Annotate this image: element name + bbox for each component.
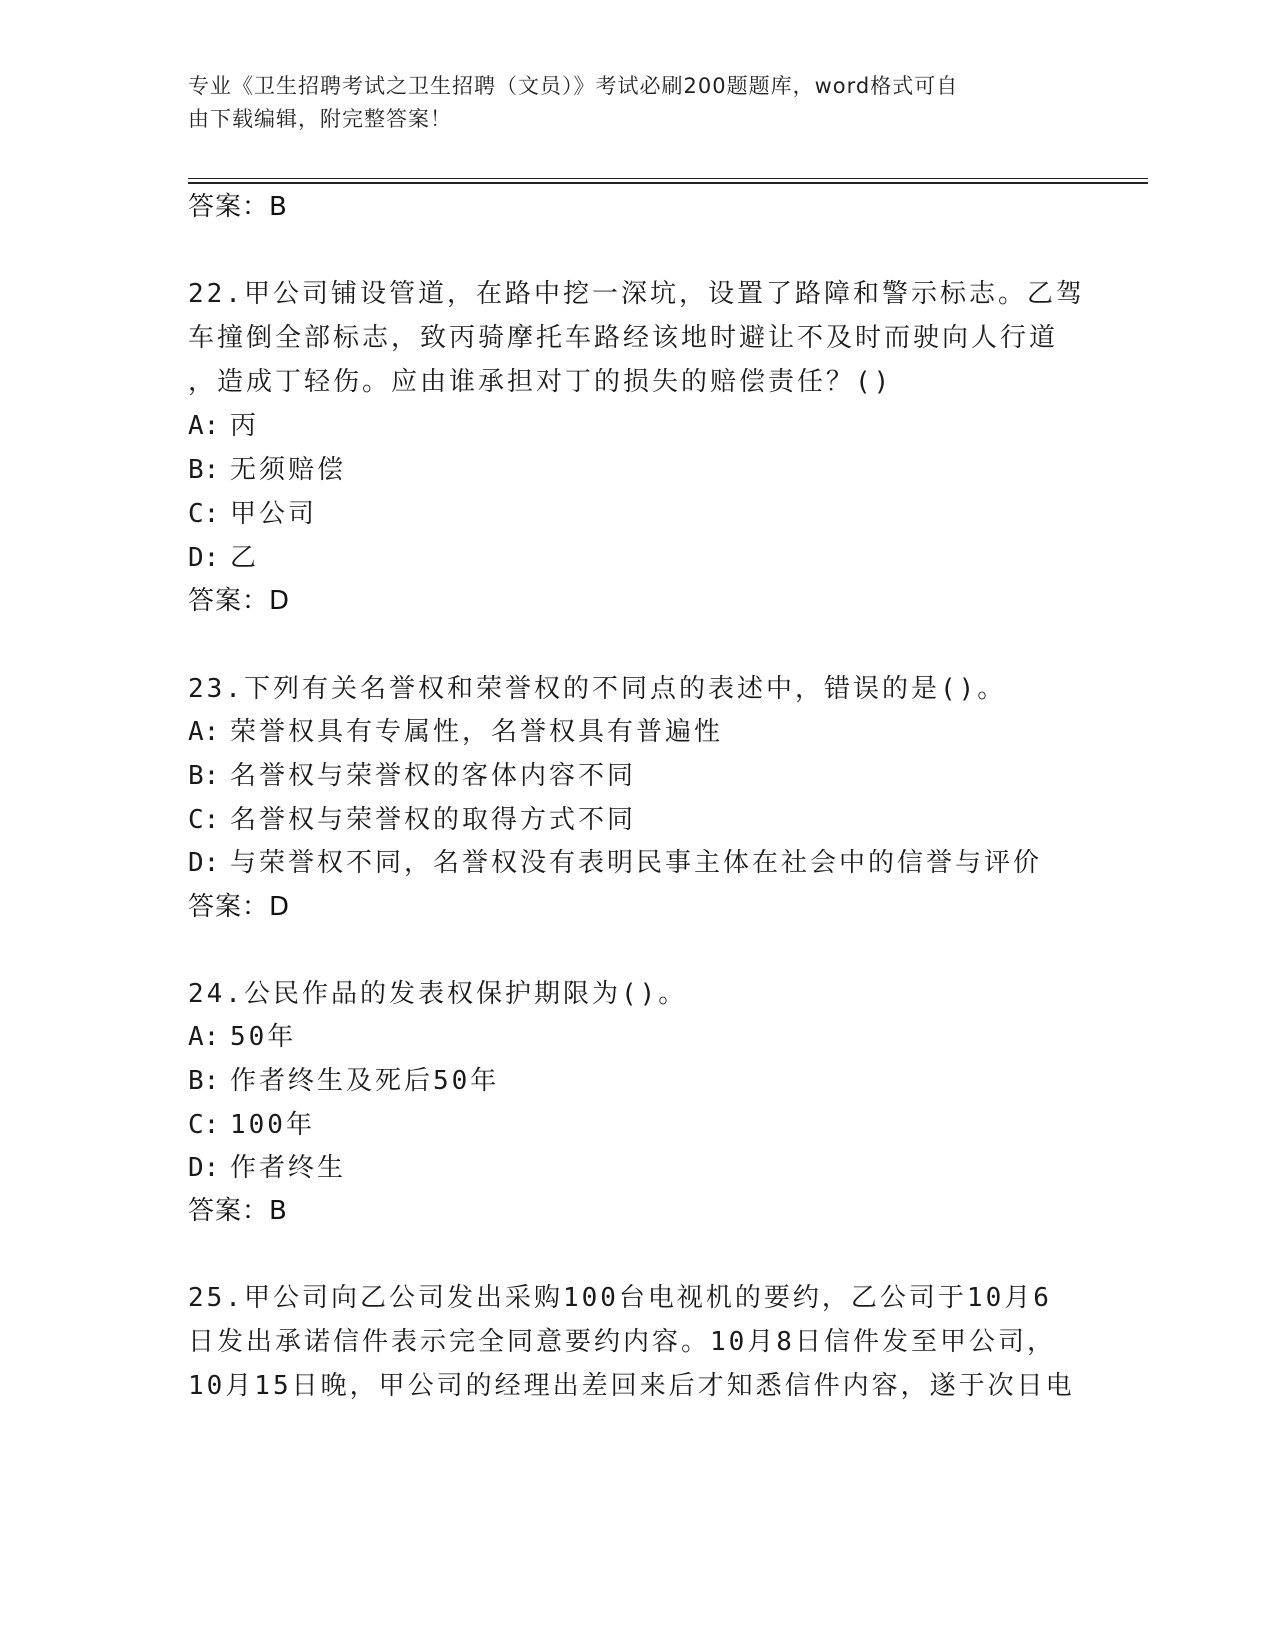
question-23-option-d: [188, 842, 1042, 879]
question-24-option-b: [188, 1060, 499, 1097]
option-label: B:: [188, 761, 220, 791]
option-text: 名誉权与荣誉权的取得方式不同: [230, 805, 637, 835]
header-line-1: 专业《卫生招聘考试之卫生招聘（文员）》考试必刷200题题库，word格式可自: [188, 74, 959, 98]
option-text: 作者终生: [230, 1153, 347, 1183]
question-22-line-2: 车撞倒全部标志，致丙骑摩托车路经该地时避让不及时而驶向人行道: [188, 323, 1059, 353]
question-23-option-c: [188, 799, 636, 836]
option-label: C:: [188, 1110, 220, 1140]
option-label: B:: [188, 1066, 220, 1096]
option-text: 乙: [230, 543, 260, 573]
answer-21: 答案：B: [188, 192, 288, 222]
question-22-line-1: 22.甲公司铺设管道，在路中挖一深坑，设置了路障和警示标志。乙驾: [188, 279, 1085, 309]
option-label: B:: [188, 455, 220, 485]
question-24-line-1: 24.公民作品的发表权保护期限为()。: [188, 979, 688, 1009]
option-text: 荣誉权具有专属性，名誉权具有普遍性: [230, 717, 724, 747]
option-label: D:: [188, 848, 220, 878]
header-rule-thick: [188, 182, 1148, 184]
question-22-line-3: ，造成丁轻伤。应由谁承担对丁的损失的赔偿责任？(): [188, 367, 893, 397]
option-text: 丙: [230, 411, 260, 441]
option-label: A:: [188, 411, 220, 441]
question-22-option-d: [188, 537, 259, 574]
question-24-option-a: [188, 1016, 296, 1053]
question-22-option-c: [188, 493, 317, 530]
option-text: 作者终生及死后50年: [230, 1066, 500, 1096]
question-22-option-b: [188, 449, 346, 486]
question-22-option-a: [188, 405, 259, 442]
option-text: 100年: [230, 1110, 315, 1140]
question-23-line-1: 23.下列有关名誉权和荣誉权的不同点的表述中，错误的是()。: [188, 674, 1007, 704]
option-label: A:: [188, 717, 220, 747]
question-24-option-d: [188, 1147, 346, 1184]
option-label: D:: [188, 1153, 220, 1183]
option-label: A:: [188, 1022, 220, 1052]
question-25-line-3: 10月15日晚，甲公司的经理出差回来后才知悉信件内容，遂于次日电: [188, 1371, 1075, 1401]
option-label: C:: [188, 805, 220, 835]
answer-22: 答案：D: [188, 586, 291, 616]
option-text: 与荣誉权不同，名誉权没有表明民事主体在社会中的信誉与评价: [230, 848, 1043, 878]
option-label: C:: [188, 499, 220, 529]
option-text: 甲公司: [230, 499, 318, 529]
header-rule-thin: [188, 178, 1148, 179]
question-23-option-a: [188, 711, 723, 748]
answer-23: 答案：D: [188, 892, 291, 922]
option-text: 名誉权与荣誉权的客体内容不同: [230, 761, 637, 791]
document-header: [188, 70, 1068, 136]
question-24-option-c: [188, 1104, 315, 1141]
option-label: D:: [188, 543, 220, 573]
option-text: 无须赔偿: [230, 455, 347, 485]
option-text: 50年: [230, 1022, 297, 1052]
question-25-line-2: 日发出承诺信件表示完全同意要约内容。10月8日信件发至甲公司，: [188, 1327, 1056, 1357]
question-23-option-b: [188, 755, 636, 792]
question-25-line-1: 25.甲公司向乙公司发出采购100台电视机的要约，乙公司于10月6: [188, 1283, 1052, 1313]
header-line-2: 由下载编辑，附完整答案！: [188, 107, 452, 131]
answer-24: 答案：B: [188, 1196, 288, 1226]
